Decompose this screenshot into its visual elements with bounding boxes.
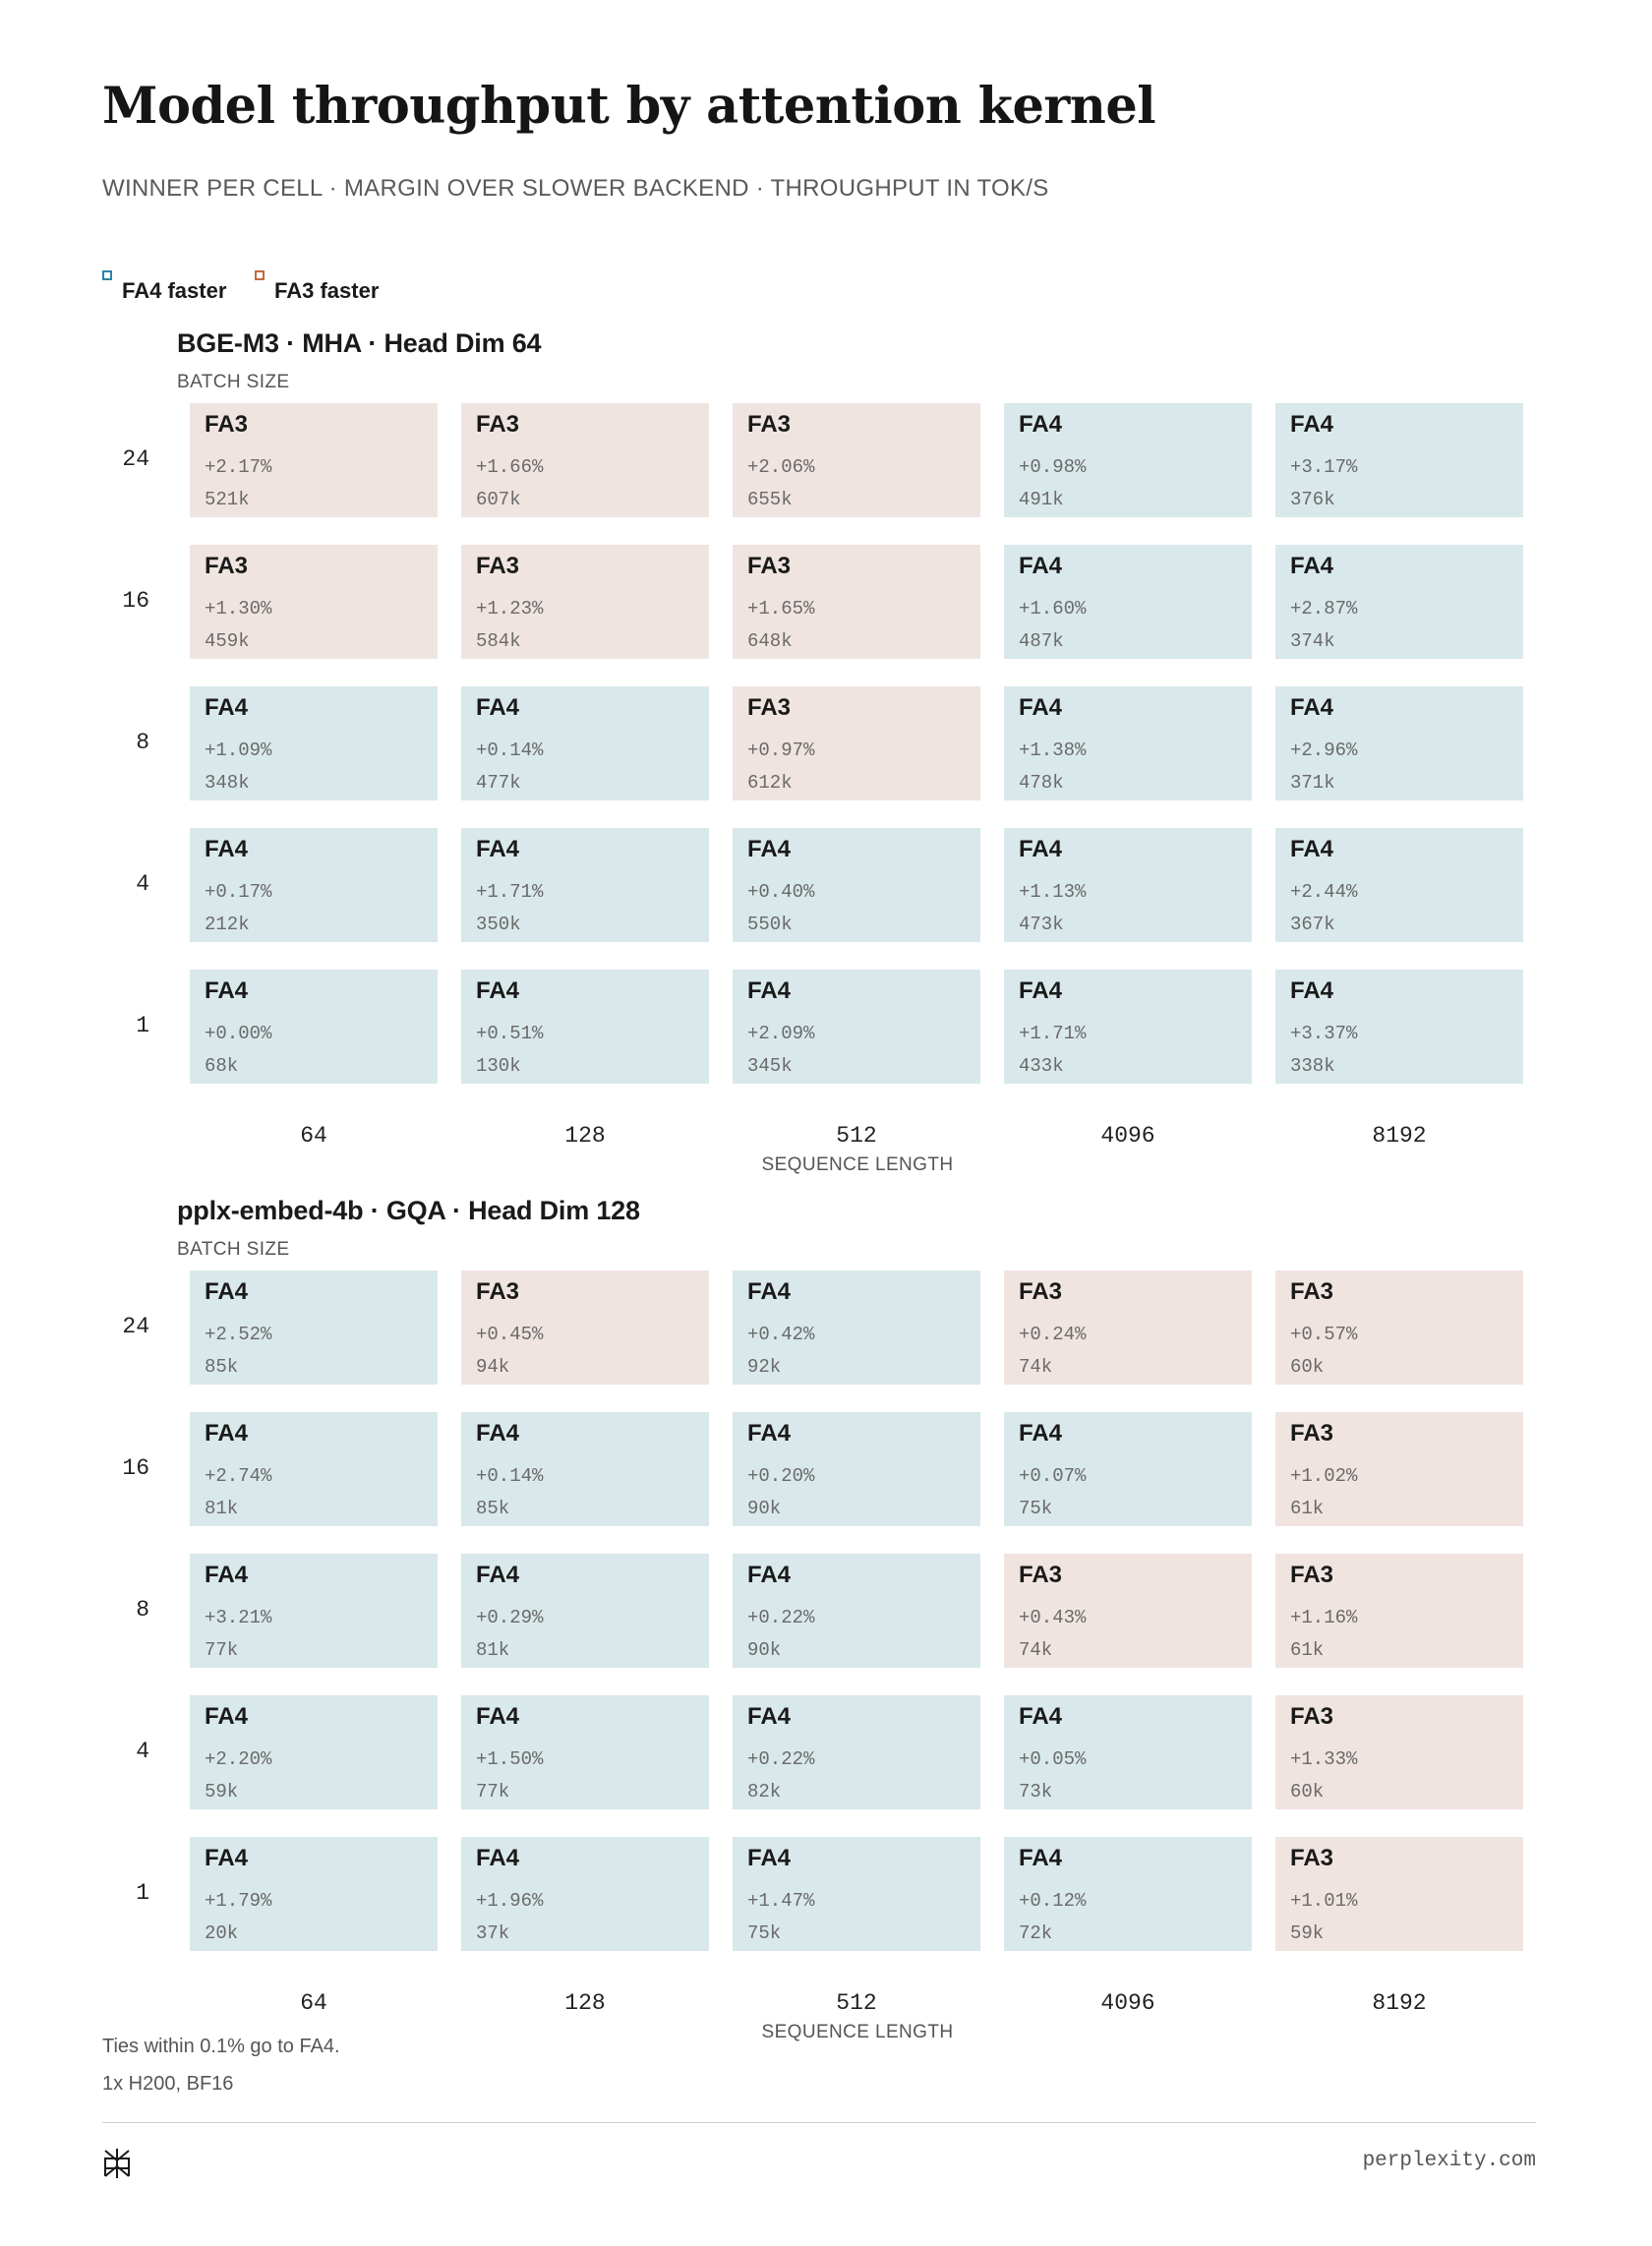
- cell-margin: +2.87%: [1290, 598, 1358, 620]
- heatmap-cell: [461, 970, 709, 1084]
- cell-throughput: 20k: [205, 1922, 239, 1944]
- cell-winner: FA3: [1290, 1278, 1334, 1305]
- cell-winner: FA4: [476, 1703, 520, 1730]
- cell-throughput: 77k: [205, 1639, 239, 1661]
- cell-winner: FA3: [205, 553, 249, 579]
- column-label: 512: [836, 1990, 877, 2016]
- cell-margin: +0.98%: [1019, 456, 1087, 478]
- heatmap-cell: [1004, 1695, 1252, 1809]
- cell-margin: +0.24%: [1019, 1324, 1087, 1345]
- cell-winner: FA3: [476, 411, 520, 438]
- cell-winner: FA3: [747, 694, 792, 721]
- cell-throughput: 75k: [747, 1922, 782, 1944]
- heatmap-cell: [1004, 545, 1252, 659]
- cell-throughput: 584k: [476, 630, 521, 652]
- cell-margin: +2.20%: [205, 1748, 272, 1770]
- cell-margin: +0.42%: [747, 1324, 815, 1345]
- row-label: 8: [136, 730, 149, 755]
- heatmap-cell: [190, 686, 438, 800]
- cell-margin: +0.12%: [1019, 1890, 1087, 1912]
- y-axis-label: BATCH SIZE: [177, 372, 290, 392]
- cell-throughput: 648k: [747, 630, 793, 652]
- cell-margin: +2.52%: [205, 1324, 272, 1345]
- cell-winner: FA4: [205, 694, 249, 721]
- panel-title: pplx-embed-4b · GQA · Head Dim 128: [177, 1196, 640, 1225]
- column-label: 128: [564, 1990, 606, 2016]
- cell-throughput: 74k: [1019, 1356, 1053, 1378]
- heatmap-cell: [190, 1554, 438, 1668]
- heatmap-cell: [461, 1837, 709, 1951]
- cell-winner: FA4: [205, 977, 249, 1004]
- heatmap-cell: [733, 970, 980, 1084]
- cell-throughput: 85k: [476, 1498, 510, 1519]
- heatmap-cell: [190, 1695, 438, 1809]
- heatmap-cell: [1275, 403, 1523, 517]
- cell-margin: +1.02%: [1290, 1465, 1358, 1487]
- cell-throughput: 60k: [1290, 1781, 1325, 1803]
- cell-margin: +1.65%: [747, 598, 815, 620]
- cell-margin: +1.38%: [1019, 739, 1087, 761]
- cell-winner: FA3: [476, 1278, 520, 1305]
- cell-throughput: 130k: [476, 1055, 521, 1077]
- cell-winner: FA3: [205, 411, 249, 438]
- cell-margin: +0.97%: [747, 739, 815, 761]
- cell-throughput: 61k: [1290, 1639, 1325, 1661]
- cell-throughput: 367k: [1290, 914, 1335, 935]
- cell-throughput: 655k: [747, 489, 793, 510]
- cell-margin: +0.14%: [476, 1465, 544, 1487]
- cell-winner: FA4: [1019, 1420, 1063, 1447]
- heatmap-cell: [461, 686, 709, 800]
- heatmap-cell: [461, 1554, 709, 1668]
- cell-throughput: 478k: [1019, 772, 1064, 794]
- heatmap-cell: [1004, 828, 1252, 942]
- cell-winner: FA4: [1019, 1845, 1063, 1871]
- cell-margin: +1.47%: [747, 1890, 815, 1912]
- row-label: 16: [122, 588, 149, 614]
- cell-winner: FA4: [205, 1703, 249, 1730]
- cell-winner: FA4: [747, 1420, 792, 1447]
- column-label: 4096: [1100, 1990, 1155, 2016]
- cell-throughput: 74k: [1019, 1639, 1053, 1661]
- cell-winner: FA4: [476, 694, 520, 721]
- cell-margin: +0.22%: [747, 1607, 815, 1628]
- cell-margin: +2.96%: [1290, 739, 1358, 761]
- cell-margin: +1.13%: [1019, 881, 1087, 903]
- legend-label-fa4: FA4 faster: [122, 278, 227, 303]
- row-label: 24: [122, 446, 149, 472]
- cell-winner: FA4: [205, 1278, 249, 1305]
- heatmap-cell: [461, 1695, 709, 1809]
- cell-winner: FA4: [1290, 694, 1334, 721]
- cell-winner: FA4: [1019, 553, 1063, 579]
- cell-winner: FA3: [747, 553, 792, 579]
- cell-winner: FA3: [1290, 1420, 1334, 1447]
- footnote-hardware: 1x H200, BF16: [102, 2073, 234, 2095]
- cell-winner: FA4: [747, 836, 792, 862]
- cell-winner: FA3: [1290, 1845, 1334, 1871]
- cell-winner: FA4: [205, 1420, 249, 1447]
- cell-winner: FA4: [1290, 411, 1334, 438]
- cell-margin: +0.40%: [747, 881, 815, 903]
- heatmap-cell: [190, 545, 438, 659]
- cell-winner: FA3: [747, 411, 792, 438]
- cell-throughput: 77k: [476, 1781, 510, 1803]
- cell-winner: FA3: [1290, 1562, 1334, 1588]
- cell-margin: +1.60%: [1019, 598, 1087, 620]
- column-label: 64: [300, 1990, 327, 2016]
- page-title: Model throughput by attention kernel: [102, 77, 1156, 136]
- heatmap-cell: [1004, 1412, 1252, 1526]
- cell-margin: +0.05%: [1019, 1748, 1087, 1770]
- heatmap-cell: [1275, 1271, 1523, 1385]
- cell-throughput: 212k: [205, 914, 250, 935]
- cell-margin: +1.50%: [476, 1748, 544, 1770]
- cell-winner: FA4: [476, 1562, 520, 1588]
- cell-margin: +0.00%: [205, 1023, 272, 1044]
- cell-winner: FA4: [747, 1562, 792, 1588]
- cell-margin: +0.17%: [205, 881, 272, 903]
- column-label: 8192: [1372, 1123, 1427, 1149]
- cell-margin: +0.57%: [1290, 1324, 1358, 1345]
- cell-winner: FA4: [1019, 836, 1063, 862]
- legend-swatch-fa4: [102, 270, 112, 280]
- cell-throughput: 85k: [205, 1356, 239, 1378]
- cell-margin: +3.21%: [205, 1607, 272, 1628]
- row-label: 8: [136, 1597, 149, 1623]
- cell-winner: FA3: [476, 553, 520, 579]
- heatmap-cell: [190, 1837, 438, 1951]
- heatmap-cell: [1004, 686, 1252, 800]
- footnote-ties: Ties within 0.1% go to FA4.: [102, 2036, 340, 2057]
- cell-winner: FA4: [747, 1703, 792, 1730]
- cell-margin: +1.71%: [1019, 1023, 1087, 1044]
- cell-throughput: 60k: [1290, 1356, 1325, 1378]
- heatmap-cell: [461, 828, 709, 942]
- cell-winner: FA4: [476, 977, 520, 1004]
- cell-winner: FA4: [1290, 836, 1334, 862]
- cell-winner: FA3: [1290, 1703, 1334, 1730]
- x-axis-label: SEQUENCE LENGTH: [761, 2022, 954, 2042]
- cell-margin: +0.07%: [1019, 1465, 1087, 1487]
- heatmap-cell: [733, 1837, 980, 1951]
- row-label: 1: [136, 1013, 149, 1038]
- cell-winner: FA4: [1290, 553, 1334, 579]
- heatmap-cell: [733, 545, 980, 659]
- row-label: 4: [136, 871, 149, 897]
- panel-title: BGE-M3 · MHA · Head Dim 64: [177, 328, 542, 358]
- cell-throughput: 73k: [1019, 1781, 1053, 1803]
- heatmap-cell: [1275, 970, 1523, 1084]
- cell-winner: FA4: [476, 1845, 520, 1871]
- cell-throughput: 374k: [1290, 630, 1335, 652]
- row-label: 1: [136, 1880, 149, 1906]
- cell-throughput: 72k: [1019, 1922, 1053, 1944]
- cell-winner: FA4: [476, 1420, 520, 1447]
- legend-label-fa3: FA3 faster: [274, 278, 380, 303]
- cell-throughput: 59k: [205, 1781, 239, 1803]
- heatmap-cell: [461, 1412, 709, 1526]
- cell-winner: FA4: [476, 836, 520, 862]
- cell-throughput: 92k: [747, 1356, 782, 1378]
- heatmap-cell: [1004, 1271, 1252, 1385]
- legend-swatch-fa3: [255, 270, 265, 280]
- cell-margin: +2.09%: [747, 1023, 815, 1044]
- footer-divider: [102, 2122, 1536, 2123]
- heatmap-cell: [190, 1412, 438, 1526]
- row-label: 24: [122, 1314, 149, 1339]
- cell-throughput: 81k: [205, 1498, 239, 1519]
- cell-throughput: 90k: [747, 1639, 782, 1661]
- cell-throughput: 37k: [476, 1922, 510, 1944]
- heatmap-cell: [1004, 1837, 1252, 1951]
- cell-margin: +0.20%: [747, 1465, 815, 1487]
- column-label: 64: [300, 1123, 327, 1149]
- y-axis-label: BATCH SIZE: [177, 1239, 290, 1260]
- cell-throughput: 550k: [747, 914, 793, 935]
- cell-winner: FA4: [1019, 694, 1063, 721]
- column-label: 4096: [1100, 1123, 1155, 1149]
- heatmap-cell: [190, 1271, 438, 1385]
- heatmap-cell: [461, 1271, 709, 1385]
- heatmap-cell: [1275, 545, 1523, 659]
- cell-margin: +1.33%: [1290, 1748, 1358, 1770]
- row-label: 4: [136, 1739, 149, 1764]
- cell-throughput: 612k: [747, 772, 793, 794]
- cell-throughput: 607k: [476, 489, 521, 510]
- cell-margin: +1.09%: [205, 739, 272, 761]
- cell-throughput: 376k: [1290, 489, 1335, 510]
- heatmap-cell: [733, 1695, 980, 1809]
- cell-throughput: 75k: [1019, 1498, 1053, 1519]
- heatmap-cell: [1004, 970, 1252, 1084]
- cell-throughput: 345k: [747, 1055, 793, 1077]
- cell-margin: +1.30%: [205, 598, 272, 620]
- cell-margin: +1.16%: [1290, 1607, 1358, 1628]
- cell-margin: +3.37%: [1290, 1023, 1358, 1044]
- cell-throughput: 68k: [205, 1055, 239, 1077]
- cell-throughput: 371k: [1290, 772, 1335, 794]
- heatmap-cell: [1004, 403, 1252, 517]
- cell-winner: FA4: [1019, 1703, 1063, 1730]
- cell-throughput: 61k: [1290, 1498, 1325, 1519]
- cell-throughput: 473k: [1019, 914, 1064, 935]
- cell-throughput: 94k: [476, 1356, 510, 1378]
- heatmap-cell: [190, 828, 438, 942]
- cell-throughput: 433k: [1019, 1055, 1064, 1077]
- heatmap-cell: [1275, 1412, 1523, 1526]
- column-label: 512: [836, 1123, 877, 1149]
- column-label: 128: [564, 1123, 606, 1149]
- cell-winner: FA4: [1290, 977, 1334, 1004]
- cell-winner: FA4: [205, 836, 249, 862]
- cell-winner: FA4: [747, 977, 792, 1004]
- heatmap-cell: [1275, 686, 1523, 800]
- cell-throughput: 82k: [747, 1781, 782, 1803]
- heatmap-cell: [1275, 1554, 1523, 1668]
- cell-winner: FA4: [205, 1562, 249, 1588]
- x-axis-label: SEQUENCE LENGTH: [761, 1154, 954, 1175]
- heatmap-cell: [1275, 1695, 1523, 1809]
- heatmap-cell: [733, 828, 980, 942]
- cell-throughput: 90k: [747, 1498, 782, 1519]
- cell-margin: +1.71%: [476, 881, 544, 903]
- cell-margin: +0.14%: [476, 739, 544, 761]
- cell-winner: FA4: [1019, 411, 1063, 438]
- cell-margin: +0.43%: [1019, 1607, 1087, 1628]
- cell-winner: FA4: [747, 1278, 792, 1305]
- heatmap-cell: [190, 403, 438, 517]
- cell-throughput: 521k: [205, 489, 250, 510]
- perplexity-logo-icon: [102, 2148, 132, 2179]
- cell-margin: +2.17%: [205, 456, 272, 478]
- cell-margin: +3.17%: [1290, 456, 1358, 478]
- cell-margin: +0.22%: [747, 1748, 815, 1770]
- cell-winner: FA4: [1019, 977, 1063, 1004]
- cell-throughput: 477k: [476, 772, 521, 794]
- heatmap-cell: [1275, 1837, 1523, 1951]
- page-subtitle: WINNER PER CELL · MARGIN OVER SLOWER BACKEND · THROUGHPUT IN TOK/S: [102, 175, 1049, 202]
- cell-winner: FA3: [1019, 1278, 1063, 1305]
- heatmap-cell: [733, 1412, 980, 1526]
- row-label: 16: [122, 1455, 149, 1481]
- column-label: 8192: [1372, 1990, 1427, 2016]
- cell-margin: +0.45%: [476, 1324, 544, 1345]
- heatmap-cell: [1275, 828, 1523, 942]
- heatmap-cell: [733, 403, 980, 517]
- heatmap-cell: [461, 545, 709, 659]
- cell-margin: +1.79%: [205, 1890, 272, 1912]
- cell-margin: +0.29%: [476, 1607, 544, 1628]
- cell-winner: FA3: [1019, 1562, 1063, 1588]
- heatmap-cell: [190, 970, 438, 1084]
- footer-url[interactable]: perplexity.com: [1362, 2150, 1536, 2172]
- heatmap-cell: [733, 1271, 980, 1385]
- cell-winner: FA4: [205, 1845, 249, 1871]
- cell-margin: +1.01%: [1290, 1890, 1358, 1912]
- cell-throughput: 59k: [1290, 1922, 1325, 1944]
- cell-throughput: 487k: [1019, 630, 1064, 652]
- cell-margin: +2.44%: [1290, 881, 1358, 903]
- cell-throughput: 338k: [1290, 1055, 1335, 1077]
- heatmap-cell: [733, 1554, 980, 1668]
- heatmap-cell: [461, 403, 709, 517]
- cell-throughput: 459k: [205, 630, 250, 652]
- cell-winner: FA4: [747, 1845, 792, 1871]
- cell-margin: +2.06%: [747, 456, 815, 478]
- cell-throughput: 350k: [476, 914, 521, 935]
- cell-margin: +0.51%: [476, 1023, 544, 1044]
- cell-margin: +1.96%: [476, 1890, 544, 1912]
- cell-throughput: 491k: [1019, 489, 1064, 510]
- cell-margin: +1.23%: [476, 598, 544, 620]
- cell-margin: +2.74%: [205, 1465, 272, 1487]
- cell-throughput: 81k: [476, 1639, 510, 1661]
- heatmap-cell: [1004, 1554, 1252, 1668]
- heatmap-cell: [733, 686, 980, 800]
- cell-throughput: 348k: [205, 772, 250, 794]
- cell-margin: +1.66%: [476, 456, 544, 478]
